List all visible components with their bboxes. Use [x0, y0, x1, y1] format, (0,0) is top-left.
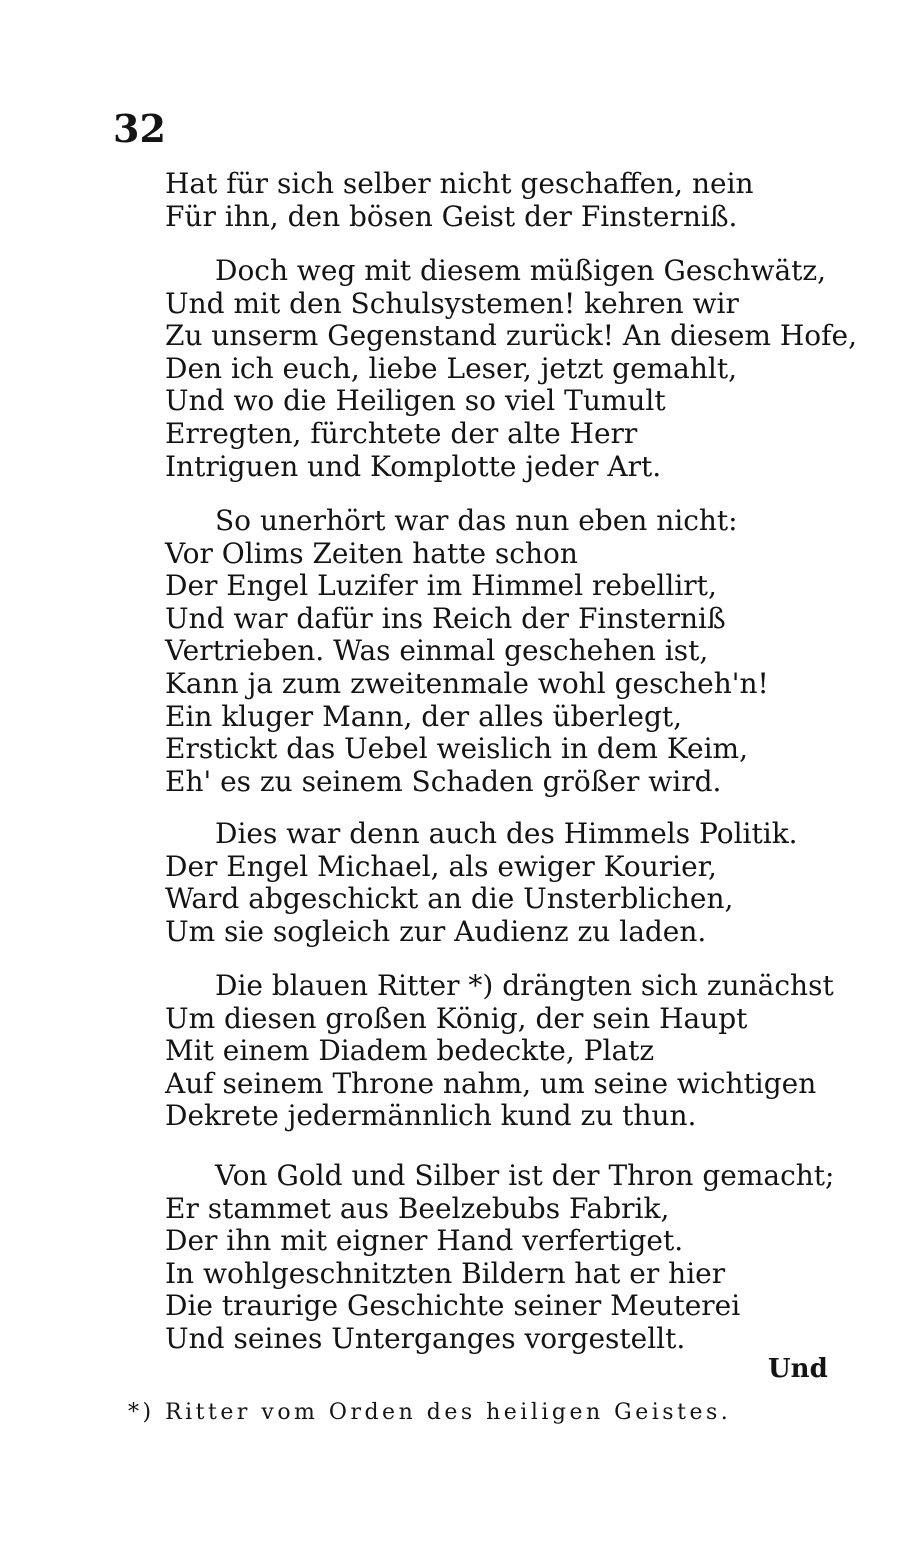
stanza-6	[165, 1159, 835, 1356]
verse-line: Eh' es zu seinem Schaden größer wird.	[165, 764, 722, 798]
verse-line: Zu unserm Gegenstand zurück! An diesem Hofe,	[165, 319, 857, 353]
verse-line: Für ihn, den bösen Geist der Finsterniß.	[165, 199, 738, 233]
verse-line: Der Engel Luzifer im Himmel rebellirt,	[165, 569, 717, 603]
verse-line: Hat für sich selber nicht geschaffen, nein	[165, 167, 754, 200]
verse-line: Und wo die Heiligen so viel Tumult	[165, 384, 666, 418]
verse-line: Erstickt das Uebel weislich in dem Keim,	[165, 732, 748, 766]
verse-line: Intriguen und Komplotte jeder Art.	[165, 449, 662, 483]
stanza-4	[165, 818, 815, 948]
verse-line: Um diesen großen König, der sein Haupt	[165, 1001, 748, 1035]
stanza-2	[165, 254, 857, 483]
verse-line: Um sie sogleich zur Audienz zu laden.	[165, 914, 707, 948]
verse-line: Der Engel Michael, als ewiger Kourier,	[165, 849, 717, 883]
stanza-5	[165, 969, 834, 1133]
verse-line: Und mit den Schulsystemen! kehren wir	[165, 286, 739, 320]
verse-line: Und war dafür ins Reich der Finsterniß	[165, 601, 726, 635]
stanza-1	[165, 168, 815, 233]
verse-line: Der ihn mit eigner Hand verfertiget.	[165, 1224, 684, 1258]
verse-line: Vor Olims Zeiten hatte schon	[165, 536, 578, 570]
verse-line: Die blauen Ritter *) drängten sich zunächst	[215, 969, 834, 1002]
footnote: *) Ritter vom Orden des heiligen Geistes.	[128, 1400, 732, 1425]
verse-line: Die traurige Geschichte seiner Meuterei	[165, 1289, 741, 1323]
verse-line: Er stammet aus Beelzebubs Fabrik,	[165, 1191, 670, 1225]
verse-line: Dekrete jedermännlich kund zu thun.	[165, 1099, 697, 1133]
catchword: Und	[768, 1354, 828, 1384]
verse-line: So unerhört war das nun eben nicht:	[215, 504, 738, 537]
stanza-3	[165, 505, 815, 798]
verse-line: Doch weg mit diesem müßigen Geschwätz,	[215, 254, 827, 287]
verse-line: Auf seinem Throne nahm, um seine wichtigen	[165, 1066, 817, 1100]
verse-line: Von Gold und Silber ist der Thron gemacht;	[215, 1159, 835, 1192]
verse-line: Ein kluger Mann, der alles überlegt,	[165, 699, 683, 733]
verse-line: Erregten, fürchtete der alte Herr	[165, 416, 638, 450]
verse-line: Kann ja zum zweitenmale wohl gescheh'n!	[165, 666, 769, 700]
verse-line: In wohlgeschnitzten Bildern hat er hier	[165, 1256, 726, 1290]
verse-line: Mit einem Diadem bedeckte, Platz	[165, 1034, 655, 1068]
page-number: 32	[113, 106, 166, 151]
verse-line: Dies war denn auch des Himmels Politik.	[215, 817, 798, 850]
verse-line: Den ich euch, liebe Leser, jetzt gemahlt,	[165, 351, 738, 385]
verse-line: Vertrieben. Was einmal geschehen ist,	[165, 634, 709, 668]
verse-line: Ward abgeschickt an die Unsterblichen,	[165, 882, 734, 916]
verse-line: Und seines Unterganges vorgestellt.	[165, 1321, 686, 1355]
